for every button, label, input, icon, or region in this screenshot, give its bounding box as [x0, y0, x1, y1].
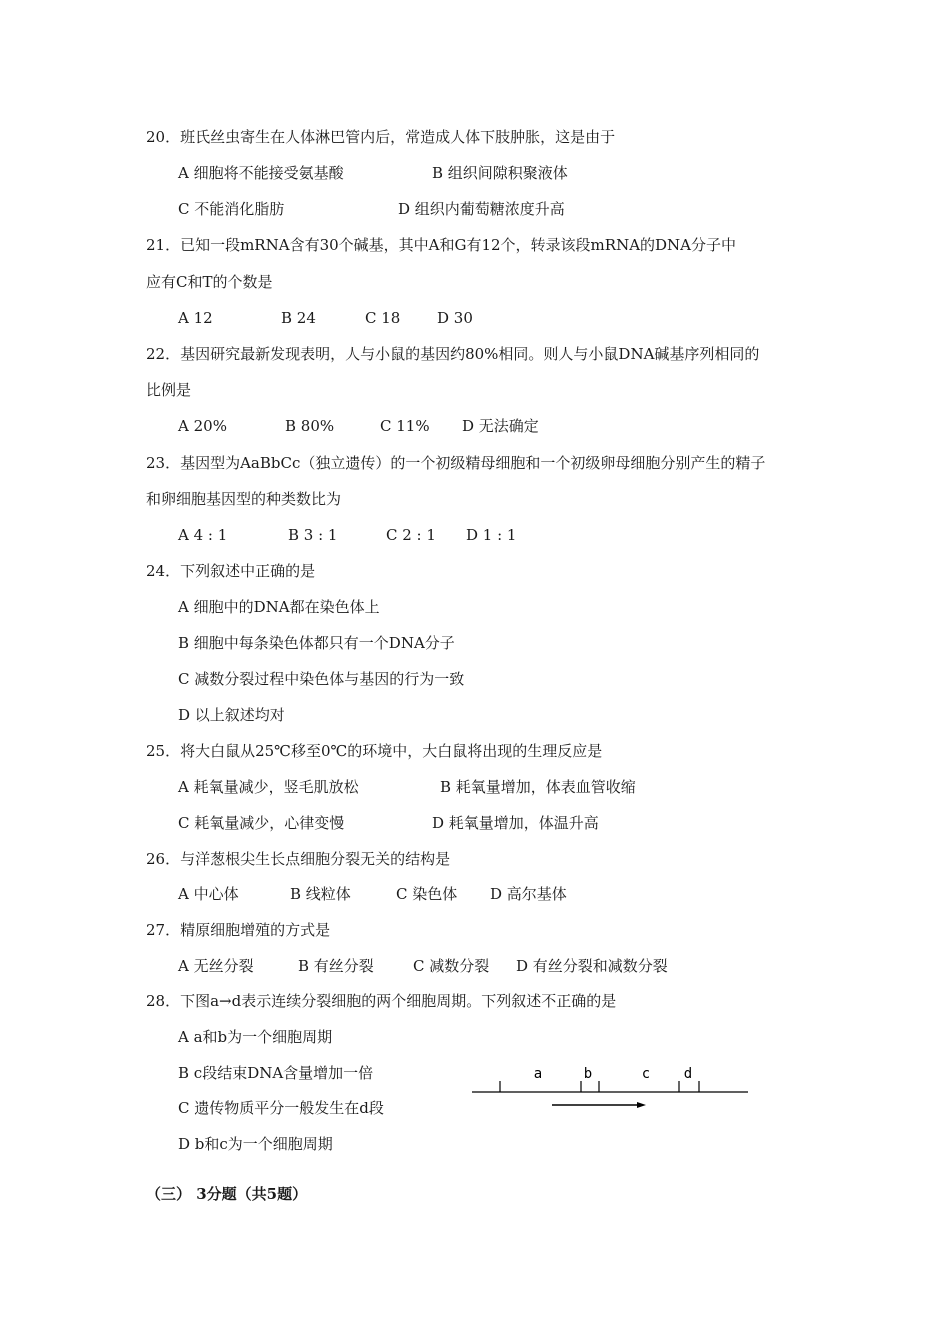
q26-option-c: C 染色体 [396, 885, 458, 903]
q26-option-b: B 线粒体 [290, 885, 351, 903]
q21-option-c: C 18 [365, 309, 401, 327]
q22-option-a: A 20% [178, 417, 227, 435]
q24-option-b: B 细胞中每条染色体都只有一个DNA分子 [178, 634, 455, 652]
q27-option-d: D 有丝分裂和减数分裂 [516, 957, 668, 975]
q24-option-c: C 减数分裂过程中染色体与基因的行为一致 [178, 670, 465, 688]
q21-option-b: B 24 [281, 309, 316, 327]
q26-stem: 26．与洋葱根尖生长点细胞分裂无关的结构是 [146, 850, 451, 868]
q20-option-d: D 组织内葡萄糖浓度升高 [398, 200, 565, 218]
q23-stem-line1: 23．基因型为AaBbCc（独立遗传）的一个初级精母细胞和一个初级卵母细胞分别产生的精子 [146, 454, 766, 472]
q20-option-a: A 细胞将不能接受氨基酸 [178, 164, 344, 182]
q20-stem: 20．班氏丝虫寄生在人体淋巴管内后，常造成人体下肢肿胀，这是由于 [146, 128, 616, 146]
q24-stem: 24．下列叙述中正确的是 [146, 562, 316, 580]
q21-stem-line1: 21．已知一段mRNA含有30个碱基，其中A和G有12个，转录该段mRNA的DNA分子中 [146, 236, 737, 254]
q23-option-b: B 3 : 1 [288, 526, 338, 544]
q25-option-a: A 耗氧量减少，竖毛肌放松 [178, 778, 359, 796]
section-heading: （三） 3分题（共5题） [146, 1185, 308, 1203]
q20-option-b: B 组织间隙积聚液体 [432, 164, 568, 182]
q28-option-a: A a和b为一个细胞周期 [178, 1028, 333, 1046]
q27-option-c: C 减数分裂 [413, 957, 490, 975]
q27-stem: 27．精原细胞增殖的方式是 [146, 921, 331, 939]
q28-option-b: B c段结束DNA含量增加一倍 [178, 1064, 374, 1082]
q27-option-a: A 无丝分裂 [178, 957, 254, 975]
segment-label-c: c [641, 1066, 651, 1082]
q28-option-c: C 遗传物质平分一般发生在d段 [178, 1099, 384, 1117]
q22-option-d: D 无法确定 [462, 417, 539, 435]
q24-option-d: D 以上叙述均对 [178, 706, 285, 724]
q21-option-d: D 30 [437, 309, 473, 327]
q24-option-a: A 细胞中的DNA都在染色体上 [178, 598, 380, 616]
q23-option-d: D 1 : 1 [466, 526, 517, 544]
q22-option-c: C 11% [380, 417, 430, 435]
q21-option-a: A 12 [178, 309, 213, 327]
cell-cycle-diagram [468, 1060, 753, 1118]
q25-stem: 25．将大白鼠从25℃移至0℃的环境中，大白鼠将出现的生理反应是 [146, 742, 603, 760]
q26-option-a: A 中心体 [178, 885, 239, 903]
q23-option-c: C 2 : 1 [386, 526, 436, 544]
q28-option-d: D b和c为一个细胞周期 [178, 1135, 333, 1153]
segment-label-d: d [683, 1066, 693, 1082]
q21-stem-line2: 应有C和T的个数是 [146, 273, 273, 291]
q23-option-a: A 4 : 1 [178, 526, 228, 544]
q26-option-d: D 高尔基体 [490, 885, 567, 903]
q28-stem: 28．下图a→d表示连续分裂细胞的两个细胞周期。下列叙述不正确的是 [146, 992, 617, 1010]
q22-stem-line1: 22．基因研究最新发现表明，人与小鼠的基因约80%相同。则人与小鼠DNA碱基序列相同的 [146, 345, 760, 363]
segment-label-b: b [583, 1066, 593, 1082]
q23-stem-line2: 和卵细胞基因型的种类数比为 [146, 490, 342, 508]
segment-label-a: a [533, 1066, 543, 1082]
q20-option-c: C 不能消化脂肪 [178, 200, 285, 218]
q25-option-c: C 耗氧量减少，心律变慢 [178, 814, 345, 832]
q25-option-d: D 耗氧量增加，体温升高 [432, 814, 599, 832]
q22-stem-line2: 比例是 [146, 381, 192, 399]
q22-option-b: B 80% [285, 417, 335, 435]
arrow-head-icon [637, 1102, 646, 1108]
q27-option-b: B 有丝分裂 [298, 957, 374, 975]
q25-option-b: B 耗氧量增加，体表血管收缩 [440, 778, 636, 796]
